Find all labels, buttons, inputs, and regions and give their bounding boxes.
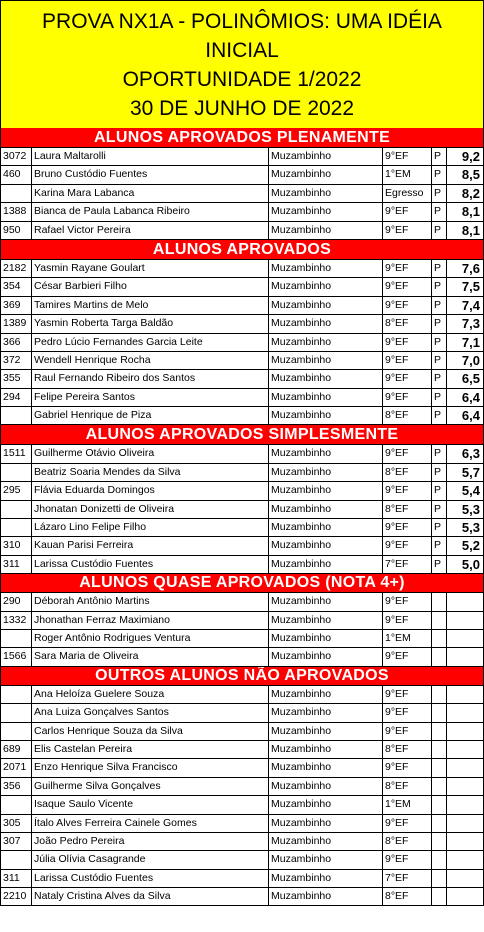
table-row [0, 833, 484, 851]
status-mark: P [432, 537, 447, 554]
status-mark: P [432, 166, 447, 183]
student-grade: 7,6 [461, 260, 480, 276]
student-grade: 6,4 [461, 408, 480, 424]
table-row [0, 704, 484, 722]
student-class: 9°EF [383, 593, 432, 610]
table-row [0, 741, 484, 759]
student-city: Muzambinho [269, 407, 383, 424]
student-name: Roger Antônio Rodrigues Ventura [32, 630, 269, 647]
student-city: Muzambinho [269, 185, 383, 202]
student-class: 9°EF [383, 482, 432, 499]
status-mark: P [432, 407, 447, 424]
status-mark: P [432, 352, 447, 369]
table-row [0, 851, 484, 869]
table-row [0, 630, 484, 648]
student-id: 311 [1, 556, 32, 573]
student-city: Muzambinho [269, 796, 383, 813]
student-id: 354 [1, 278, 32, 295]
student-city: Muzambinho [269, 203, 383, 220]
status-mark [432, 686, 447, 703]
student-city: Muzambinho [269, 741, 383, 758]
student-name: Tamires Martins de Melo [32, 297, 269, 314]
student-id: 2182 [1, 260, 32, 277]
student-name: Sara Maria de Oliveira [32, 648, 269, 665]
student-class: 8°EF [383, 778, 432, 795]
table-row [0, 148, 484, 166]
student-class: 8°EF [383, 833, 432, 850]
student-class: 9°EF [383, 612, 432, 629]
student-grade: 5,0 [461, 556, 480, 572]
student-name: Bianca de Paula Labanca Ribeiro [32, 203, 269, 220]
student-grade [447, 704, 483, 721]
student-city: Muzambinho [269, 260, 383, 277]
student-class: 9°EF [383, 759, 432, 776]
table-row [0, 464, 484, 482]
student-class: 9°EF [383, 260, 432, 277]
student-id: 372 [1, 352, 32, 369]
status-mark: P [432, 482, 447, 499]
student-grade: 7,0 [461, 352, 480, 368]
table-row [0, 537, 484, 555]
student-city: Muzambinho [269, 297, 383, 314]
student-name: Carlos Henrique Souza da Silva [32, 723, 269, 740]
student-grade: 7,3 [461, 316, 480, 332]
student-class: 9°EF [383, 222, 432, 239]
results-table [0, 128, 484, 906]
student-id: 1511 [1, 445, 32, 462]
student-id: 1389 [1, 315, 32, 332]
student-city: Muzambinho [269, 464, 383, 481]
status-mark: P [432, 148, 447, 165]
table-row [0, 297, 484, 315]
student-city: Muzambinho [269, 723, 383, 740]
title-line-3: OPORTUNIDADE 1/2022 [122, 67, 362, 91]
section-header: ALUNOS APROVADOS SIMPLESMENTE [0, 425, 484, 445]
student-class: 8°EF [383, 501, 432, 518]
student-id: 1388 [1, 203, 32, 220]
status-mark: P [432, 370, 447, 387]
table-row [0, 870, 484, 888]
status-mark: P [432, 260, 447, 277]
student-name: Wendell Henrique Rocha [32, 352, 269, 369]
student-grade [447, 723, 483, 740]
student-class: 8°EF [383, 464, 432, 481]
student-class: 9°EF [383, 723, 432, 740]
student-class: 9°EF [383, 352, 432, 369]
student-grade: 5,4 [461, 483, 480, 499]
student-id [1, 796, 32, 813]
student-id: 2210 [1, 888, 32, 905]
student-grade: 9,2 [461, 149, 480, 164]
student-name: Raul Fernando Ribeiro dos Santos [32, 370, 269, 387]
student-city: Muzambinho [269, 833, 383, 850]
student-grade [447, 593, 483, 610]
student-class: 7°EF [383, 870, 432, 887]
student-city: Muzambinho [269, 870, 383, 887]
student-grade: 8,1 [461, 222, 480, 238]
status-mark: P [432, 501, 447, 518]
student-name: Karina Mara Labanca [32, 185, 269, 202]
status-mark [432, 704, 447, 721]
status-mark: P [432, 556, 447, 573]
student-city: Muzambinho [269, 556, 383, 573]
student-name: Elis Castelan Pereira [32, 741, 269, 758]
status-mark: P [432, 519, 447, 536]
status-mark: P [432, 334, 447, 351]
student-name: Laura Maltarolli [32, 148, 269, 165]
student-class: 9°EF [383, 519, 432, 536]
student-name: Rafael Victor Pereira [32, 222, 269, 239]
status-mark [432, 870, 447, 887]
student-id [1, 519, 32, 536]
student-class: 9°EF [383, 445, 432, 462]
student-name: Guilherme Otávio Oliveira [32, 445, 269, 462]
student-name: Larissa Custódio Fuentes [32, 870, 269, 887]
student-class: 7°EF [383, 556, 432, 573]
student-grade [447, 648, 483, 665]
table-row [0, 278, 484, 296]
student-class: 9°EF [383, 851, 432, 868]
student-grade: 6,3 [461, 446, 480, 462]
student-class: 1°EM [383, 630, 432, 647]
table-row [0, 648, 484, 666]
student-city: Muzambinho [269, 851, 383, 868]
student-name: Gabriel Henrique de Piza [32, 407, 269, 424]
student-name: Ana Luiza Gonçalves Santos [32, 704, 269, 721]
table-row [0, 352, 484, 370]
student-grade [447, 759, 483, 776]
student-id: 294 [1, 389, 32, 406]
table-row [0, 166, 484, 184]
student-city: Muzambinho [269, 815, 383, 832]
student-city: Muzambinho [269, 222, 383, 239]
student-id: 366 [1, 334, 32, 351]
student-city: Muzambinho [269, 648, 383, 665]
student-name: Bruno Custódio Fuentes [32, 166, 269, 183]
student-city: Muzambinho [269, 389, 383, 406]
student-id: 689 [1, 741, 32, 758]
student-grade [447, 796, 483, 813]
title-line-4: 30 DE JUNHO DE 2022 [129, 96, 355, 120]
student-grade: 5,3 [461, 520, 480, 536]
student-name: Ana Heloíza Guelere Souza [32, 686, 269, 703]
table-row [0, 260, 484, 278]
student-grade [447, 851, 483, 868]
status-mark: P [432, 185, 447, 202]
student-id: 305 [1, 815, 32, 832]
student-grade: 7,5 [461, 279, 480, 295]
student-class: 9°EF [383, 148, 432, 165]
section-header: ALUNOS APROVADOS PLENAMENTE [0, 128, 484, 148]
student-city: Muzambinho [269, 315, 383, 332]
student-name: Júlia Olívia Casagrande [32, 851, 269, 868]
student-grade [447, 630, 483, 647]
student-grade: 5,2 [461, 538, 480, 554]
title-line-2: INICIAL [205, 38, 279, 62]
status-mark: P [432, 315, 447, 332]
student-class: 9°EF [383, 648, 432, 665]
status-mark: P [432, 445, 447, 462]
status-mark [432, 796, 447, 813]
student-id: 3072 [1, 148, 32, 165]
table-row [0, 723, 484, 741]
student-id: 369 [1, 297, 32, 314]
student-id: 295 [1, 482, 32, 499]
student-class: 9°EF [383, 203, 432, 220]
student-grade: 7,4 [461, 297, 480, 313]
student-class: 9°EF [383, 704, 432, 721]
student-grade: 6,4 [461, 389, 480, 405]
table-row [0, 556, 484, 574]
status-mark [432, 778, 447, 795]
student-grade: 8,2 [461, 185, 480, 201]
status-mark: P [432, 464, 447, 481]
student-id: 311 [1, 870, 32, 887]
table-row [0, 315, 484, 333]
student-grade: 8,1 [461, 204, 480, 220]
student-city: Muzambinho [269, 445, 383, 462]
student-id: 307 [1, 833, 32, 850]
student-class: 8°EF [383, 741, 432, 758]
student-name: Nataly Cristina Alves da Silva [32, 888, 269, 905]
table-row [0, 519, 484, 537]
table-row [0, 686, 484, 704]
student-city: Muzambinho [269, 278, 383, 295]
table-row [0, 334, 484, 352]
student-name: Jhonatan Donizetti de Oliveira [32, 501, 269, 518]
student-city: Muzambinho [269, 501, 383, 518]
student-grade [447, 888, 483, 905]
student-name: Kauan Parisi Ferreira [32, 537, 269, 554]
table-row [0, 222, 484, 240]
student-grade [447, 833, 483, 850]
student-grade: 7,1 [461, 334, 480, 350]
student-class: 1°EM [383, 796, 432, 813]
table-row [0, 407, 484, 425]
student-name: Déborah Antônio Martins [32, 593, 269, 610]
student-id: 950 [1, 222, 32, 239]
student-class: 9°EF [383, 815, 432, 832]
status-mark: P [432, 297, 447, 314]
student-name: Jhonathan Ferraz Maximiano [32, 612, 269, 629]
status-mark [432, 593, 447, 610]
status-mark [432, 888, 447, 905]
table-row [0, 888, 484, 906]
student-city: Muzambinho [269, 166, 383, 183]
student-id: 356 [1, 778, 32, 795]
table-row [0, 445, 484, 463]
student-city: Muzambinho [269, 888, 383, 905]
student-name: Yasmin Rayane Goulart [32, 260, 269, 277]
student-id [1, 686, 32, 703]
student-id [1, 501, 32, 518]
student-name: Pedro Lúcio Fernandes Garcia Leite [32, 334, 269, 351]
table-row [0, 612, 484, 630]
student-id: 355 [1, 370, 32, 387]
student-city: Muzambinho [269, 759, 383, 776]
student-class: 9°EF [383, 537, 432, 554]
table-row [0, 203, 484, 221]
student-id: 290 [1, 593, 32, 610]
student-grade [447, 741, 483, 758]
student-class: 8°EF [383, 407, 432, 424]
student-name: Guilherme Silva Gonçalves [32, 778, 269, 795]
student-city: Muzambinho [269, 352, 383, 369]
title-block [0, 0, 484, 128]
student-id: 310 [1, 537, 32, 554]
student-name: Beatriz Soaria Mendes da Silva [32, 464, 269, 481]
status-mark [432, 648, 447, 665]
status-mark: P [432, 203, 447, 220]
student-city: Muzambinho [269, 482, 383, 499]
status-mark [432, 759, 447, 776]
student-name: Isaque Saulo Vicente [32, 796, 269, 813]
student-name: Lázaro Lino Felipe Filho [32, 519, 269, 536]
student-class: 9°EF [383, 389, 432, 406]
student-city: Muzambinho [269, 593, 383, 610]
student-class: 9°EF [383, 297, 432, 314]
student-city: Muzambinho [269, 334, 383, 351]
student-class: 9°EF [383, 370, 432, 387]
table-row [0, 389, 484, 407]
student-id: 1566 [1, 648, 32, 665]
student-id [1, 630, 32, 647]
status-mark [432, 741, 447, 758]
status-mark [432, 612, 447, 629]
student-class: 9°EF [383, 334, 432, 351]
student-grade: 8,5 [461, 167, 480, 183]
student-id [1, 851, 32, 868]
student-id: 460 [1, 166, 32, 183]
status-mark: P [432, 222, 447, 239]
student-class: 1°EM [383, 166, 432, 183]
status-mark [432, 815, 447, 832]
student-city: Muzambinho [269, 778, 383, 795]
student-grade: 6,5 [461, 371, 480, 387]
student-city: Muzambinho [269, 537, 383, 554]
student-class: 9°EF [383, 686, 432, 703]
title-line-1: PROVA NX1A - POLINÔMIOS: UMA IDÉIA [42, 9, 442, 33]
student-name: Larissa Custódio Fuentes [32, 556, 269, 573]
student-city: Muzambinho [269, 370, 383, 387]
student-id [1, 185, 32, 202]
table-row [0, 759, 484, 777]
student-id [1, 723, 32, 740]
status-mark [432, 723, 447, 740]
table-row [0, 482, 484, 500]
section-header: OUTROS ALUNOS NÃO APROVADOS [0, 667, 484, 686]
student-name: Enzo Henrique Silva Francisco [32, 759, 269, 776]
student-grade: 5,7 [461, 464, 480, 480]
table-row [0, 370, 484, 388]
student-city: Muzambinho [269, 630, 383, 647]
student-grade [447, 778, 483, 795]
status-mark [432, 833, 447, 850]
status-mark [432, 851, 447, 868]
student-id: 1332 [1, 612, 32, 629]
student-id [1, 407, 32, 424]
student-grade: 5,3 [461, 501, 480, 517]
student-class: 9°EF [383, 278, 432, 295]
student-name: Felipe Pereira Santos [32, 389, 269, 406]
table-row [0, 815, 484, 833]
student-name: César Barbieri Filho [32, 278, 269, 295]
student-class: 8°EF [383, 888, 432, 905]
student-grade [447, 686, 483, 703]
section-header: ALUNOS APROVADOS [0, 240, 484, 260]
student-city: Muzambinho [269, 704, 383, 721]
table-row [0, 501, 484, 519]
status-mark [432, 630, 447, 647]
table-row [0, 796, 484, 814]
student-grade [447, 612, 483, 629]
table-row [0, 593, 484, 611]
student-id [1, 464, 32, 481]
student-name: Yasmin Roberta Targa Baldão [32, 315, 269, 332]
student-class: 8°EF [383, 315, 432, 332]
student-city: Muzambinho [269, 519, 383, 536]
student-city: Muzambinho [269, 148, 383, 165]
student-class: Egresso [383, 185, 432, 202]
section-header: ALUNOS QUASE APROVADOS (NOTA 4+) [0, 574, 484, 593]
table-row [0, 778, 484, 796]
student-id [1, 704, 32, 721]
student-name: Ítalo Alves Ferreira Cainele Gomes [32, 815, 269, 832]
student-city: Muzambinho [269, 686, 383, 703]
status-mark: P [432, 278, 447, 295]
student-name: João Pedro Pereira [32, 833, 269, 850]
table-row [0, 185, 484, 203]
student-id: 2071 [1, 759, 32, 776]
student-grade [447, 815, 483, 832]
student-name: Flávia Eduarda Domingos [32, 482, 269, 499]
student-grade [447, 870, 483, 887]
status-mark: P [432, 389, 447, 406]
student-city: Muzambinho [269, 612, 383, 629]
